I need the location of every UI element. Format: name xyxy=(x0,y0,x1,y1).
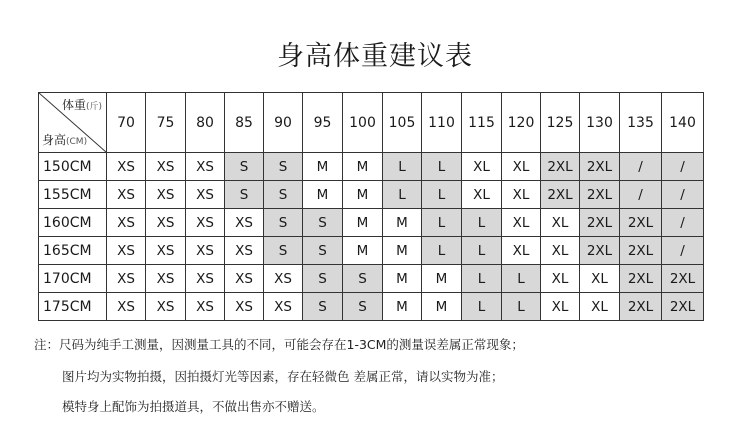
size-cell: 2XL xyxy=(662,293,704,321)
size-cell: M xyxy=(343,237,383,265)
weight-header-cell: 105 xyxy=(383,93,422,153)
size-cell: 2XL xyxy=(580,153,620,181)
height-header-cell: 160CM xyxy=(39,209,107,237)
weight-header-cell: 75 xyxy=(146,93,186,153)
size-cell: XL xyxy=(580,293,620,321)
size-cell: XS xyxy=(107,181,146,209)
size-cell: XS xyxy=(186,293,225,321)
size-cell: M xyxy=(422,265,462,293)
size-cell: XS xyxy=(107,293,146,321)
size-cell: M xyxy=(383,293,422,321)
size-cell: XS xyxy=(146,153,186,181)
size-cell: L xyxy=(422,181,462,209)
size-cell: XS xyxy=(146,293,186,321)
size-cell: S xyxy=(264,153,303,181)
weight-header-cell: 70 xyxy=(107,93,146,153)
size-cell: L xyxy=(383,181,422,209)
size-cell: 2XL xyxy=(620,265,662,293)
size-cell: XS xyxy=(107,265,146,293)
size-cell: L xyxy=(462,209,502,237)
size-cell: M xyxy=(343,153,383,181)
size-cell: XL xyxy=(541,265,580,293)
height-header-cell: 155CM xyxy=(39,181,107,209)
weight-header-cell: 90 xyxy=(264,93,303,153)
size-cell: XS xyxy=(225,237,264,265)
size-cell: 2XL xyxy=(662,265,704,293)
corner-header-cell xyxy=(39,93,107,153)
size-cell: S xyxy=(343,265,383,293)
height-header-cell: 175CM xyxy=(39,293,107,321)
weight-header-cell: 135 xyxy=(620,93,662,153)
size-cell: XS xyxy=(146,209,186,237)
note-line-3: 模特身上配饰为拍摄道具，不做出售亦不赠送。 xyxy=(62,399,325,414)
table-row xyxy=(39,209,704,237)
note-line-1: 注：尺码为纯手工测量，因测量工具的不同，可能会存在1-3CM的测量误差属正常现象； xyxy=(34,337,524,352)
size-cell: M xyxy=(303,181,343,209)
size-cell: / xyxy=(620,181,662,209)
size-cell: L xyxy=(502,293,541,321)
table-row xyxy=(39,237,704,265)
size-cell: L xyxy=(462,293,502,321)
size-cell: M xyxy=(383,265,422,293)
size-cell: M xyxy=(422,293,462,321)
size-cell: XS xyxy=(186,237,225,265)
size-cell: XL xyxy=(502,237,541,265)
size-cell: XS xyxy=(264,265,303,293)
size-cell: XS xyxy=(186,265,225,293)
size-cell: M xyxy=(343,181,383,209)
size-cell: XL xyxy=(541,293,580,321)
size-cell: M xyxy=(383,237,422,265)
size-cell: XS xyxy=(225,209,264,237)
table-row xyxy=(39,153,704,181)
size-cell: L xyxy=(462,265,502,293)
size-cell: 2XL xyxy=(620,293,662,321)
size-cell: XL xyxy=(462,153,502,181)
size-cell: S xyxy=(303,293,343,321)
size-cell: XL xyxy=(580,265,620,293)
note-line-2: 图片均为实物拍摄，因拍摄灯光等因素，存在轻微色 差属正常，请以实物为准； xyxy=(62,369,504,384)
size-cell: S xyxy=(343,293,383,321)
size-cell: XS xyxy=(107,153,146,181)
size-cell: XL xyxy=(462,181,502,209)
height-header-cell: 165CM xyxy=(39,237,107,265)
weight-header-cell: 115 xyxy=(462,93,502,153)
header-row xyxy=(39,93,704,153)
size-cell: M xyxy=(303,153,343,181)
size-cell: XL xyxy=(502,209,541,237)
size-cell: S xyxy=(225,181,264,209)
size-cell: XS xyxy=(186,153,225,181)
size-cell: S xyxy=(225,153,264,181)
size-cell: XS xyxy=(264,293,303,321)
size-cell: S xyxy=(303,265,343,293)
size-cell: / xyxy=(662,209,704,237)
size-cell: XS xyxy=(146,265,186,293)
size-cell: S xyxy=(303,237,343,265)
size-cell: / xyxy=(620,153,662,181)
weight-header-cell: 110 xyxy=(422,93,462,153)
size-cell: XL xyxy=(541,237,580,265)
height-label-text: 身高 xyxy=(42,133,67,147)
size-cell: M xyxy=(383,209,422,237)
size-cell: L xyxy=(422,237,462,265)
weight-header-cell: 80 xyxy=(186,93,225,153)
size-cell: M xyxy=(343,209,383,237)
weight-header-cell: 100 xyxy=(343,93,383,153)
weight-header-cell: 85 xyxy=(225,93,264,153)
size-cell: S xyxy=(303,209,343,237)
table-row xyxy=(39,181,704,209)
size-cell: 2XL xyxy=(580,181,620,209)
weight-header-cell: 125 xyxy=(541,93,580,153)
size-cell: XL xyxy=(541,209,580,237)
weight-label-text: 体重 xyxy=(61,98,86,112)
size-cell: XL xyxy=(502,181,541,209)
size-cell: 2XL xyxy=(541,181,580,209)
page-title: 身高体重建议表 xyxy=(277,41,473,72)
height-unit-text: (CM) xyxy=(66,137,88,147)
size-cell: / xyxy=(662,153,704,181)
size-cell: S xyxy=(264,209,303,237)
size-cell: 2XL xyxy=(620,237,662,265)
size-cell: XS xyxy=(225,293,264,321)
size-cell: XS xyxy=(146,181,186,209)
size-cell: / xyxy=(662,181,704,209)
weight-header-cell: 130 xyxy=(580,93,620,153)
size-cell: 2XL xyxy=(580,209,620,237)
weight-axis-label xyxy=(62,96,102,113)
weight-header-cell: 95 xyxy=(303,93,343,153)
size-cell: S xyxy=(264,237,303,265)
size-cell: 2XL xyxy=(541,153,580,181)
height-header-cell: 170CM xyxy=(39,265,107,293)
table-row xyxy=(39,265,704,293)
size-cell: 2XL xyxy=(580,237,620,265)
height-header-cell: 150CM xyxy=(39,153,107,181)
size-cell: XS xyxy=(146,237,186,265)
weight-unit-text: (斤) xyxy=(85,102,102,112)
weight-header-cell: 120 xyxy=(502,93,541,153)
size-cell: S xyxy=(264,181,303,209)
size-cell: XL xyxy=(502,153,541,181)
size-cell: L xyxy=(383,153,422,181)
size-chart-table xyxy=(38,92,704,321)
size-cell: L xyxy=(422,153,462,181)
size-cell: XS xyxy=(107,209,146,237)
size-cell: L xyxy=(462,237,502,265)
size-cell: 2XL xyxy=(620,209,662,237)
size-cell: / xyxy=(662,237,704,265)
table-row xyxy=(39,293,704,321)
size-cell: XS xyxy=(107,237,146,265)
size-cell: XS xyxy=(225,265,264,293)
size-cell: L xyxy=(422,209,462,237)
height-axis-label xyxy=(42,131,87,148)
size-cell: XS xyxy=(186,209,225,237)
size-cell: L xyxy=(502,265,541,293)
size-cell: XS xyxy=(186,181,225,209)
weight-header-cell: 140 xyxy=(662,93,704,153)
